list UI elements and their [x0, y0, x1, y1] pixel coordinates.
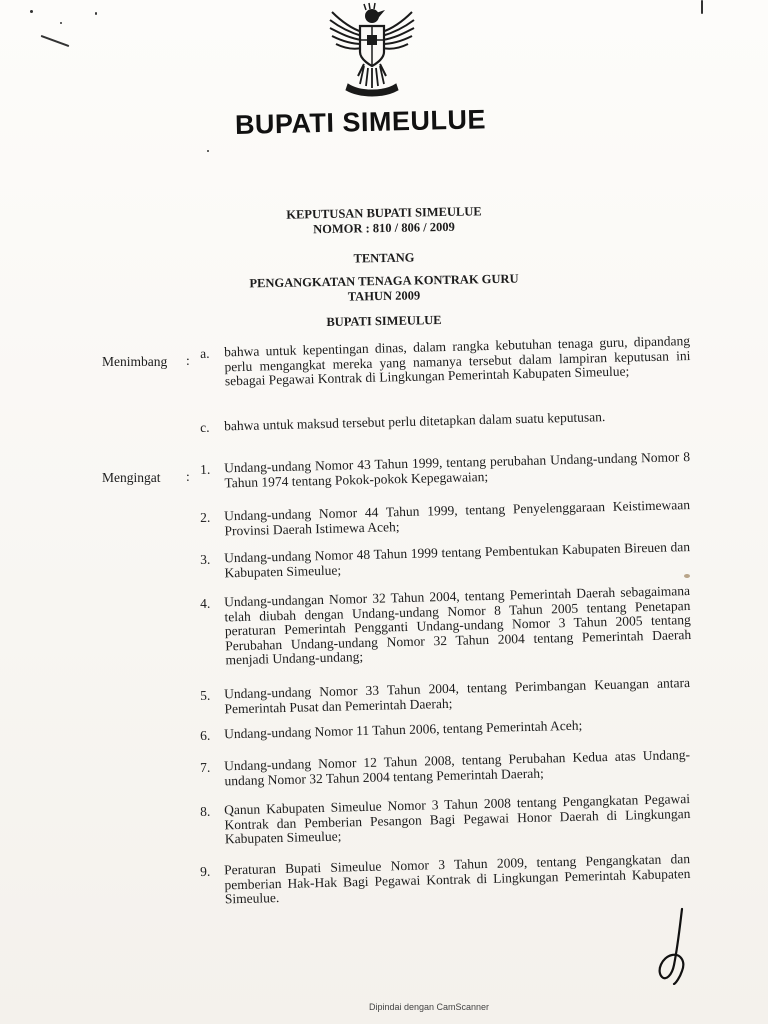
list-item: [200, 716, 700, 743]
scan-speck: [30, 10, 33, 13]
menimbang-label: Menimbang: [102, 354, 168, 369]
item-marker: 1.: [200, 461, 211, 477]
decree-subject-block: [0, 271, 768, 304]
item-text: Undang-undang Nomor 11 Tahun 2006, tentang Pemerintah Aceh;: [223, 717, 583, 742]
decree-number: NOMOR : 810 / 806 / 2009: [313, 219, 455, 237]
list-item: [200, 852, 701, 908]
item-text: Peraturan Bupati Simeulue Nomor 3 Tahun 2009, tentang Pengangkatan dan pemberian Hak-Hak Bagi Pegawai Kontrak di Lingkungan Pemerintah Kabupaten Simeulue.: [223, 851, 691, 907]
item-text: Undang-undang Nomor 48 Tahun 1999 tentang Pembentukan Kabupaten Bireuen dan Kabupaten Simeulue;: [223, 539, 691, 580]
item-text: Undang-undang Nomor 33 Tahun 2004, tentang Perimbangan Keuangan antara Pemerintah Pusat dan Pemerintah Daerah;: [223, 675, 691, 716]
garuda-emblem-icon: [326, 2, 418, 98]
mengingat-label: Mengingat: [102, 470, 161, 485]
decree-issuer-block: [0, 314, 768, 329]
item-text: Undang-undangan Nomor 32 Tahun 2004, tentang Pemerintah Daerah sebagaimana telah diubah dengan Undang-undang Nomor 8 Tahun 2005 tentang Penetapan peraturan Pemerintah Pengganti Undang-undang Nomor 3 Tahun 2005 tentang Perubahan Undang-undang Nomor 32 Tahun 2004 tentang Pemerintah Daerah menjadi Undang-undang;: [223, 583, 692, 668]
item-text: bahwa untuk maksud tersebut perlu ditetapkan dalam suatu keputusan.: [223, 409, 606, 434]
item-text: Undang-undang Nomor 44 Tahun 1999, tentang Penyelenggaraan Keistimewaan Provinsi Daerah Istimewa Aceh;: [223, 497, 691, 538]
letterhead-title: BUPATI SIMEULUE: [234, 104, 487, 140]
scan-speck: [701, 0, 703, 14]
signature-icon: [652, 905, 696, 985]
list-item: [200, 540, 701, 581]
scan-speck: [684, 574, 690, 578]
item-text: Undang-undang Nomor 43 Tahun 1999, tentang perubahan Undang-undang Nomor 8 Tahun 1974 tentang Pokok-pokok Kepegawaian;: [223, 449, 691, 490]
list-item: [200, 334, 701, 390]
item-marker: 4.: [200, 595, 211, 611]
scan-speck: [60, 22, 62, 24]
scan-speck: [207, 150, 209, 152]
item-marker: 6.: [200, 727, 211, 743]
item-marker: 3.: [200, 551, 211, 567]
item-text: bahwa untuk kepentingan dinas, dalam rangka kebutuhan tenaga guru, dipandang perlu mengangkat mereka yang namanya tersebut dalam lampiran keputusan ini sebagai Pegawai Kontrak di Lingkungan Pemerintah Kabupaten Simeulue;: [223, 333, 691, 389]
item-marker: 7.: [200, 759, 211, 775]
scanner-footer: [0, 1002, 768, 1012]
list-item: [200, 450, 701, 491]
list-item: [200, 792, 701, 848]
list-item: [200, 498, 701, 539]
decree-about-block: [0, 251, 768, 266]
item-marker: a.: [200, 345, 210, 361]
scan-speck: [95, 12, 97, 15]
list-item: [200, 748, 701, 789]
decree-subject: PENGANGKATAN TENAGA KONTRAK GURU: [249, 271, 519, 291]
list-item: [200, 408, 700, 435]
about-label: TENTANG: [353, 250, 415, 266]
item-marker: 9.: [200, 863, 211, 879]
item-marker: 5.: [200, 687, 211, 703]
decree-issuer: BUPATI SIMEULUE: [326, 312, 442, 330]
list-item: [200, 676, 701, 717]
decree-subject-year: TAHUN 2009: [347, 288, 421, 304]
mengingat-colon: :: [186, 469, 190, 484]
item-marker: 8.: [200, 803, 211, 819]
decree-title: KEPUTUSAN BUPATI SIMEULUE: [286, 204, 482, 222]
scan-speck: [41, 35, 70, 47]
menimbang-colon: :: [186, 353, 190, 368]
list-item: [200, 584, 702, 669]
item-marker: 2.: [200, 509, 211, 525]
item-text: Undang-undang Nomor 12 Tahun 2008, tentang Perubahan Kedua atas Undang-undang Nomor 32 Tahun 2004 tentang Pemerintah Daerah;: [223, 747, 691, 788]
item-marker: c.: [200, 419, 210, 435]
scanner-note: Dipindai dengan CamScanner: [368, 1002, 490, 1012]
item-text: Qanun Kabupaten Simeulue Nomor 3 Tahun 2008 tentang Pengangkatan Pegawai Kontrak dan Pemberian Pesangon Bagi Pegawai Honor Daerah di Lingkungan Kabupaten Simeulue;: [223, 791, 691, 847]
decree-title-block: [0, 206, 768, 236]
